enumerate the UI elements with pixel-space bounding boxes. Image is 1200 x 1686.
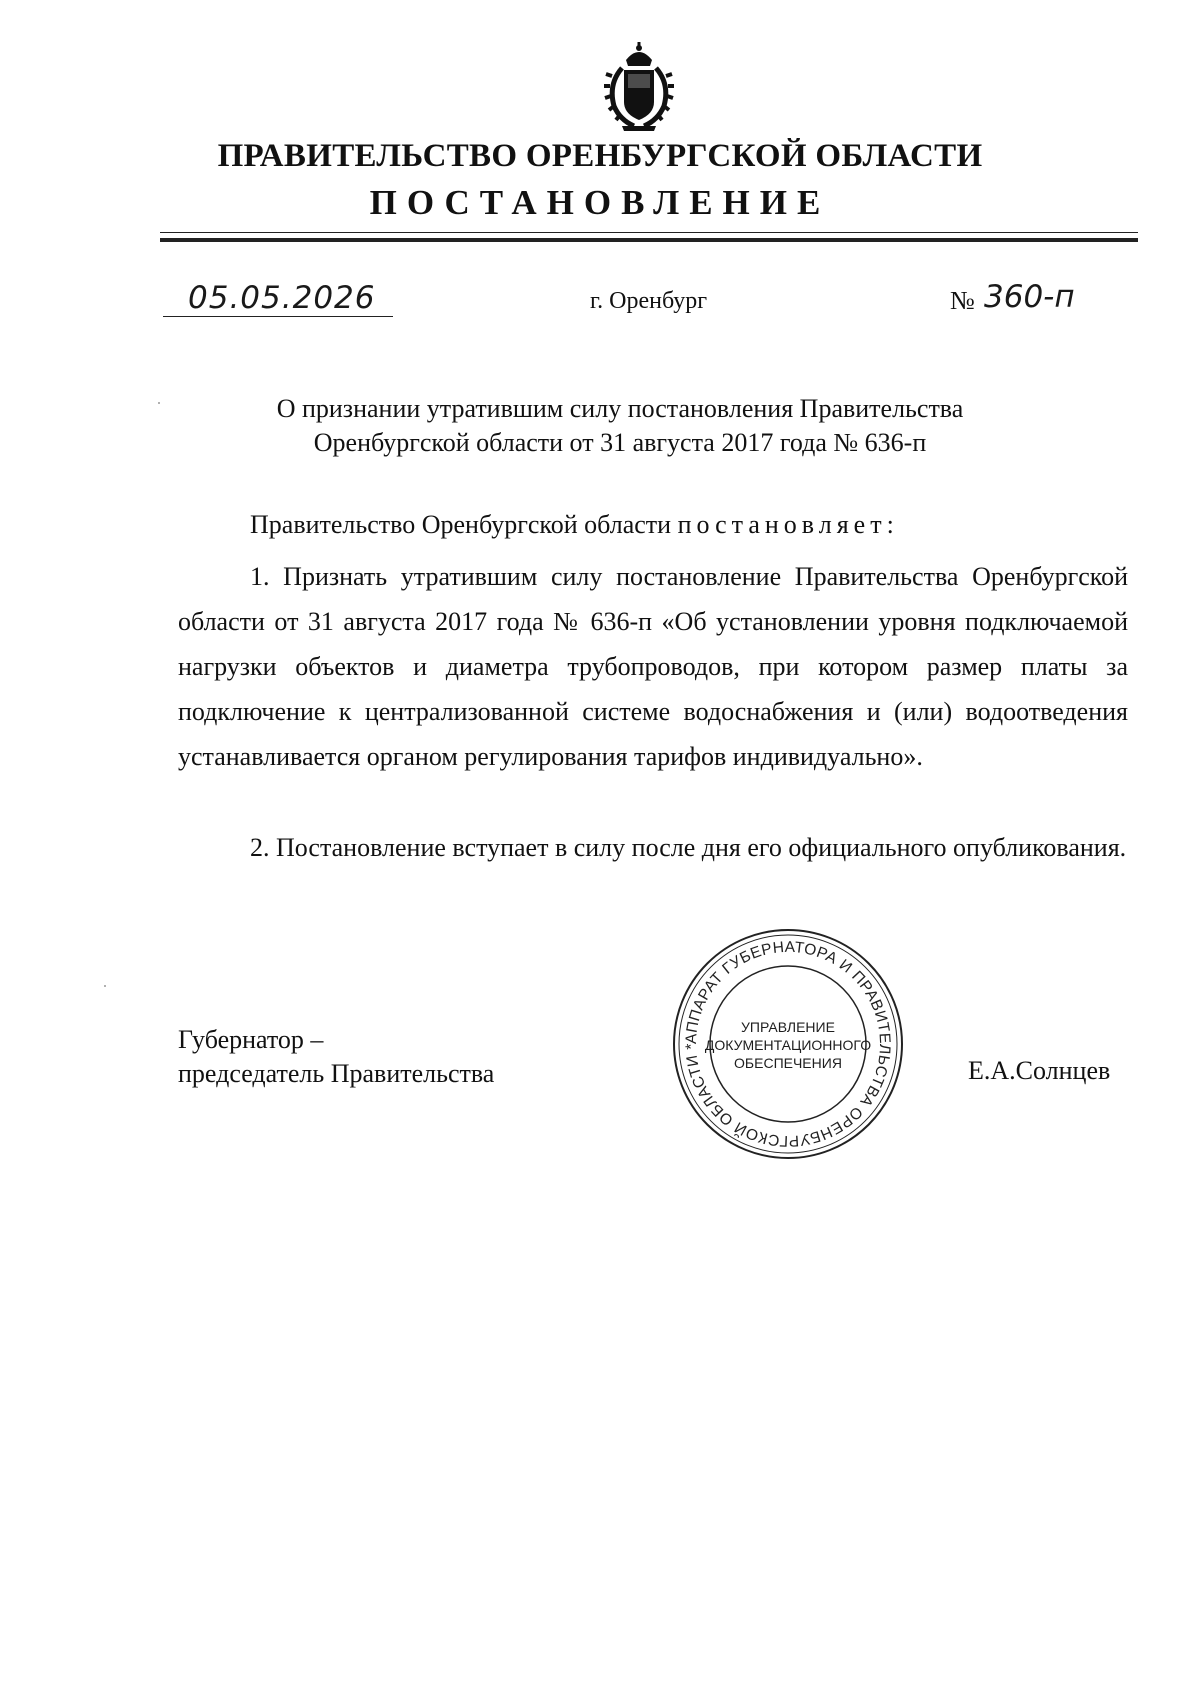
stamp-center-text (700, 1018, 876, 1072)
stamp-center-line-1: УПРАВЛЕНИЕ (741, 1019, 835, 1035)
signatory-title-line-1: Губернатор – (178, 1025, 324, 1054)
paragraph-2: 2. Постановление вступает в силу после дня его официального опубликования. (250, 833, 1127, 862)
paragraph-1: 1. Признать утратившим силу постановление Правительства Оренбургской области от 31 августа 2017 года № 636-п «Об установлении уровня подключаемой нагрузки объектов и диаметра трубопроводов, при котором размер платы за подключение к централизованной системе водоснабжения и (или) водоотведения устанавливается органом регулирования тарифов индивидуально». (178, 562, 1128, 771)
document-date: 05.05.2026 (188, 280, 376, 316)
signatory-name: Е.А.Солнцев (968, 1056, 1111, 1085)
document-number: 360-п (984, 279, 1075, 315)
scan-speck (158, 402, 160, 404)
date-underline (163, 316, 393, 317)
organization-title: ПРАВИТЕЛЬСТВО ОРЕНБУРГСКОЙ ОБЛАСТИ (217, 138, 983, 174)
preamble-lead: Правительство Оренбургской области (250, 510, 672, 539)
document-type: ПОСТАНОВЛЕНИЕ (369, 183, 831, 222)
scan-speck (104, 985, 106, 987)
document-city: г. Оренбург (590, 288, 708, 314)
preamble-verb: постановляет: (677, 510, 899, 539)
stamp-ring-text: АППАРАТ ГУБЕРНАТОРА И ПРАВИТЕЛЬСТВА ОРЕНБУРГСКОЙ ОБЛАСТИ * (682, 938, 894, 1150)
stamp-center-line-2: ДОКУМЕНТАЦИОННОГО (704, 1037, 872, 1053)
signatory-title (178, 1023, 494, 1091)
subject-line-1: О признании утратившим силу постановления Правительства (276, 394, 964, 423)
stamp-center-line-3: ОБЕСПЕЧЕНИЯ (734, 1055, 842, 1071)
number-sign: № (950, 286, 975, 315)
preamble (250, 510, 899, 540)
header-divider-thin (160, 232, 1138, 233)
coat-of-arms-icon (604, 40, 674, 132)
document-subject (230, 392, 1010, 460)
signatory-title-line-2: председатель Правительства (178, 1059, 495, 1088)
subject-line-2: Оренбургской области от 31 августа 2017 года № 636-п (313, 428, 927, 457)
header-divider-thick (160, 238, 1138, 242)
